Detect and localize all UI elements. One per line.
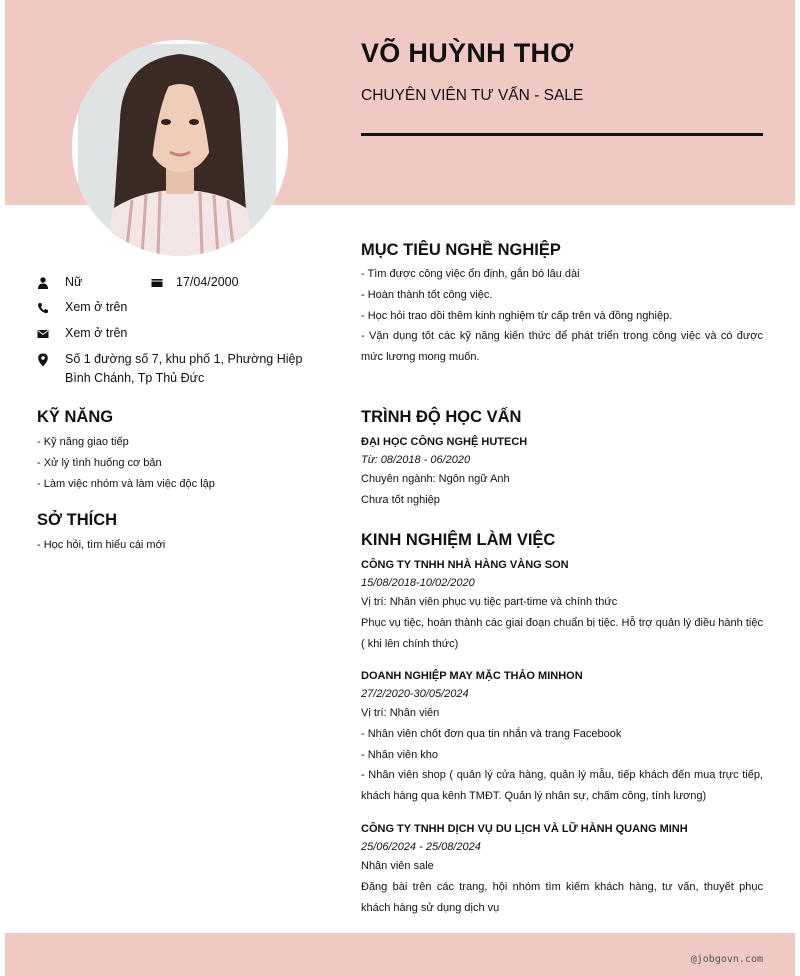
- objective-item: - Vận dụng tốt các kỹ năng kiến thức để phát triển trong công việc và có được mức lương mong muốn.: [361, 330, 763, 364]
- job-line: Đăng bài trên các trang, hội nhóm tìm kiếm khách hàng, tư vấn, thuyết phục khách hàng sử dụng dịch vụ: [361, 880, 763, 914]
- job-line: - Nhân viên kho: [361, 748, 439, 761]
- skill-item: - Kỹ năng giao tiếp: [37, 436, 129, 448]
- objective-item: - Tìm được công việc ổn định, gắn bó lâu dài: [361, 268, 580, 280]
- job-entry: [361, 556, 763, 654]
- school-name: ĐẠI HỌC CÔNG NGHỆ HUTECH: [361, 436, 528, 448]
- job-period: 27/2/2020-30/05/2024: [361, 688, 469, 700]
- job-line: - Nhân viên chốt đơn qua tin nhắn và trang Facebook: [361, 727, 622, 740]
- skills-heading: KỸ NĂNG: [37, 408, 114, 426]
- objective-heading: MỤC TIÊU NGHỀ NGHIỆP: [361, 241, 561, 259]
- phone-value: Xem ở trên: [65, 300, 128, 314]
- education-major: Chuyên ngành: Ngôn ngữ Anh: [361, 473, 510, 485]
- objective-item: - Học hỏi trao dồi thêm kinh nghiệm từ cấp trên và đồng nghiệp.: [361, 309, 673, 322]
- mail-icon: [37, 328, 49, 340]
- location-pin-icon: [37, 353, 49, 367]
- person-icon: [37, 277, 49, 289]
- gender-value: Nữ: [65, 275, 83, 289]
- footer-band: [5, 933, 795, 976]
- hobbies-heading: SỞ THÍCH: [37, 511, 118, 529]
- job-entry: [361, 667, 763, 807]
- birthdate-value: 17/04/2000: [176, 275, 239, 289]
- candidate-name: VÕ HUỲNH THƠ: [361, 38, 574, 68]
- job-line: Phục vụ tiệc, hoàn thành các giai đoạn chuẩn bị tiệc. Hỗ trợ quản lý điều hành tiệc ( khi lên chính thức): [361, 616, 763, 650]
- hobby-item: - Học hỏi, tìm hiểu cái mới: [37, 539, 166, 551]
- email-value: Xem ở trên: [65, 326, 128, 340]
- skill-item: - Xử lý tình huống cơ bản: [37, 457, 162, 469]
- job-line: Nhân viên sale: [361, 860, 434, 872]
- skill-item: - Làm việc nhóm và làm việc độc lập: [37, 478, 215, 490]
- objective-item: - Hoàn thành tốt công việc.: [361, 288, 493, 301]
- profile-photo: [72, 40, 288, 256]
- address-line-2: Bình Chánh, Tp Thủ Đức: [65, 371, 205, 385]
- profile-photo-illustration: [72, 40, 288, 256]
- job-period: 15/08/2018-10/02/2020: [361, 577, 475, 589]
- job-line: Vị trí: Nhân viên: [361, 707, 440, 719]
- company-name: CÔNG TY TNHH NHÀ HÀNG VÀNG SON: [361, 559, 569, 571]
- education-status: Chưa tốt nghiệp: [361, 493, 440, 506]
- calendar-icon: [151, 277, 163, 289]
- company-name: DOANH NGHIỆP MAY MẶC THẢO MINHON: [361, 670, 583, 682]
- education-block: [361, 433, 763, 511]
- candidate-position: CHUYÊN VIÊN TƯ VẤN - SALE: [361, 87, 584, 104]
- job-period: 25/06/2024 - 25/08/2024: [361, 841, 481, 853]
- job-line: Vị trí: Nhân viên phục vụ tiệc part-time và chính thức: [361, 596, 618, 608]
- education-heading: TRÌNH ĐỘ HỌC VẤN: [361, 408, 522, 426]
- objective-list: [361, 264, 763, 368]
- job-line: - Nhân viên shop ( quản lý cửa hàng, quản lý mẫu, tiếp khách đến mua trực tiếp, khách hàng qua kênh TMĐT. Quản lý nhân sự, chấm công, tính lương): [361, 769, 763, 803]
- phone-icon: [37, 302, 49, 314]
- title-divider: [361, 133, 763, 136]
- footer-watermark: @jobgovn.com: [690, 954, 763, 965]
- experience-heading: KINH NGHIỆM LÀM VIỆC: [361, 531, 556, 549]
- address-line-1: Số 1 đường số 7, khu phố 1, Phường Hiệp: [65, 352, 303, 366]
- company-name: CÔNG TY TNHH DỊCH VỤ DU LỊCH VÀ LỮ HÀNH QUANG MINH: [361, 823, 688, 835]
- education-period: Từ: 08/2018 - 06/2020: [361, 454, 471, 466]
- job-entry: [361, 820, 763, 918]
